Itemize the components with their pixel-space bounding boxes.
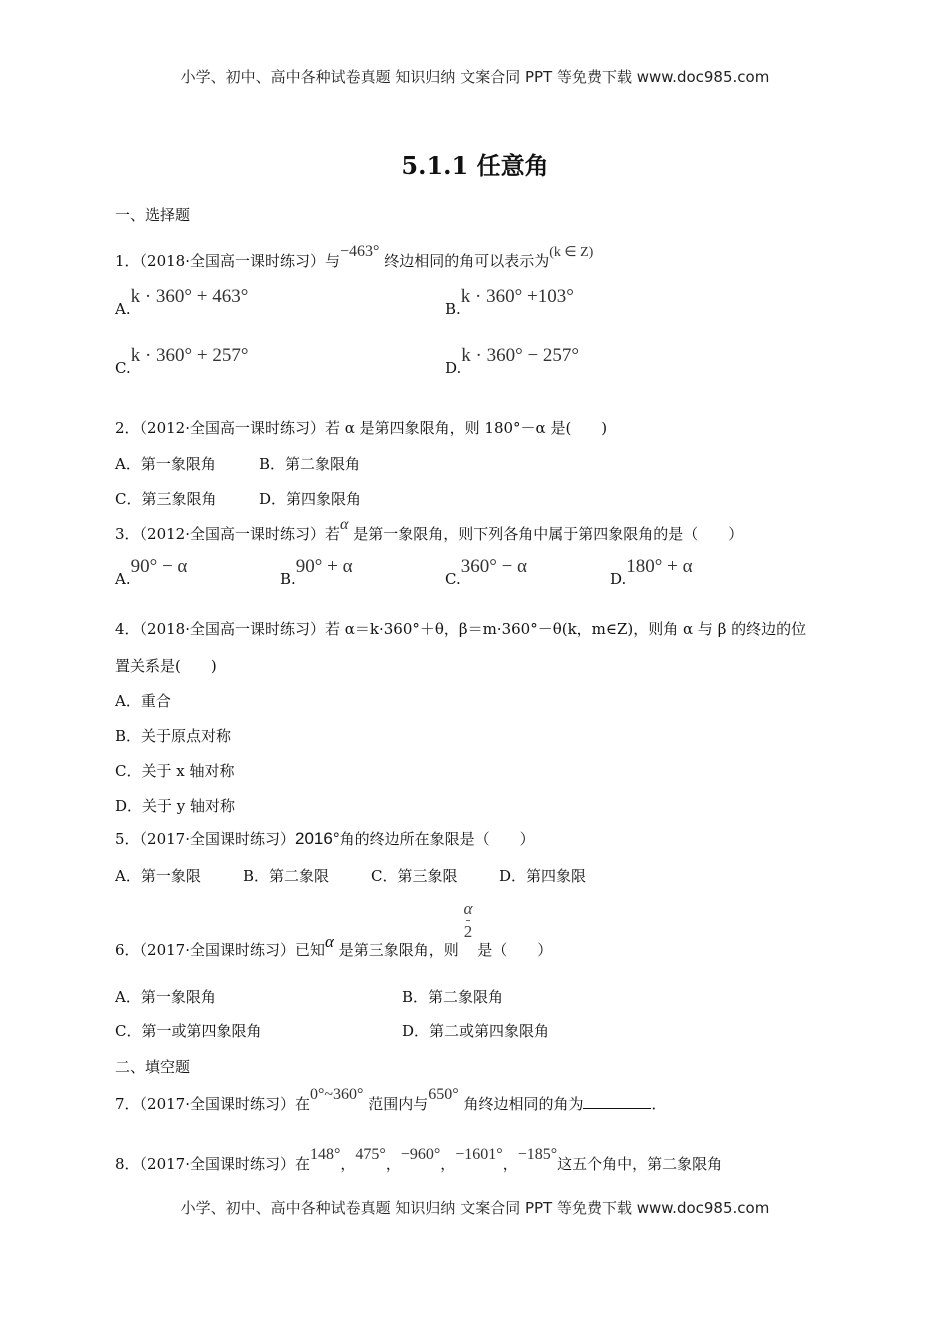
math-alpha: α bbox=[325, 931, 334, 951]
math-alpha: α bbox=[340, 516, 349, 533]
question-2: 2．（2012·全国高一课时练习）若 α 是第四象限角，则 180°－α 是( ) bbox=[115, 419, 608, 437]
q2-option-a: A．第一象限角 bbox=[115, 455, 216, 473]
q2-option-d: D．第四象限角 bbox=[259, 490, 362, 508]
q3-option-a: A.90° − α bbox=[115, 556, 188, 588]
question-1: 1．（2018·全国高一课时练习）与−463° 终边相同的角可以表示为(k ∈ Z) bbox=[115, 243, 594, 270]
section-fill: 二、填空题 bbox=[115, 1058, 191, 1076]
q3-option-c: C.360° − α bbox=[445, 556, 527, 588]
q4-option-b: B．关于原点对称 bbox=[115, 727, 232, 745]
page-title: 5.1.1 任意角 bbox=[401, 151, 549, 180]
page-footer: 小学、初中、高中各种试卷真题 知识归纳 文案合同 PPT 等免费下载 www.doc985.com bbox=[180, 1199, 770, 1217]
question-3: 3．（2012·全国高一课时练习）若α 是第一象限角，则下列各角中属于第四象限角的是（ ） bbox=[115, 516, 744, 543]
q6-option-a: A．第一象限角 bbox=[115, 988, 216, 1006]
math-angle: −463° bbox=[340, 243, 380, 260]
question-4-line1: 4．（2018·全国高一课时练习）若 α＝k·360°＋θ，β＝m·360°－θ(k，m∈Z)，则角 α 与 β 的终边的位 bbox=[115, 620, 807, 638]
q6-option-d: D．第二或第四象限角 bbox=[402, 1022, 550, 1040]
page-header: 小学、初中、高中各种试卷真题 知识归纳 文案合同 PPT 等免费下载 www.doc985.com bbox=[180, 68, 770, 86]
q5-option-b: B．第二象限 bbox=[243, 867, 330, 885]
fraction-alpha-over-2: $\frac{\alpha}{2}$ bbox=[463, 899, 473, 941]
answer-blank bbox=[583, 1094, 651, 1109]
q1-option-d: D.k · 360° − 257° bbox=[445, 345, 580, 377]
q3-option-d: D.180° + α bbox=[610, 556, 693, 588]
q4-option-c: C．关于 x 轴对称 bbox=[115, 762, 235, 780]
q6-option-c: C．第一或第四象限角 bbox=[115, 1022, 262, 1040]
q4-option-a: A．重合 bbox=[115, 692, 171, 710]
question-7: 7．（2017·全国课时练习）在0°~360° 范围内与650° 角终边相同的角为 ． bbox=[115, 1086, 667, 1113]
q5-option-d: D．第四象限 bbox=[499, 867, 587, 885]
question-4-line2: 置关系是( ) bbox=[115, 657, 217, 675]
q3-option-b: B.90° + α bbox=[280, 556, 353, 588]
q1-option-a: A.k · 360° + 463° bbox=[115, 286, 249, 318]
q5-option-c: C．第三象限 bbox=[371, 867, 458, 885]
math-angle: 650° bbox=[428, 1086, 459, 1103]
fraction-bar bbox=[466, 920, 471, 921]
question-5: 5．（2017·全国课时练习）2016°角的终边所在象限是（ ） bbox=[115, 829, 535, 848]
q6-option-b: B．第二象限角 bbox=[402, 988, 504, 1006]
q5-option-a: A．第一象限 bbox=[115, 867, 201, 885]
q4-option-d: D．关于 y 轴对称 bbox=[115, 797, 236, 815]
question-8: 8．（2017·全国课时练习）在148°，475°，−960°，−1601°，−185°这五个角中，第二象限角 bbox=[115, 1146, 723, 1173]
q2-option-c: C．第三象限角 bbox=[115, 490, 217, 508]
math-angle: 2016° bbox=[295, 829, 340, 848]
q2-option-b: B．第二象限角 bbox=[259, 455, 361, 473]
math-condition: (k ∈ Z) bbox=[549, 245, 594, 260]
question-6: 6．（2017·全国课时练习）已知α 是第三象限角，则 $\frac{\alpha}{2}$ 是（ ） bbox=[115, 899, 553, 959]
q1-option-c: C.k · 360° + 257° bbox=[115, 345, 249, 377]
q1-option-b: B.k · 360° +103° bbox=[445, 286, 574, 318]
math-range: 0°~360° bbox=[310, 1086, 364, 1103]
section-choice: 一、选择题 bbox=[115, 206, 191, 224]
